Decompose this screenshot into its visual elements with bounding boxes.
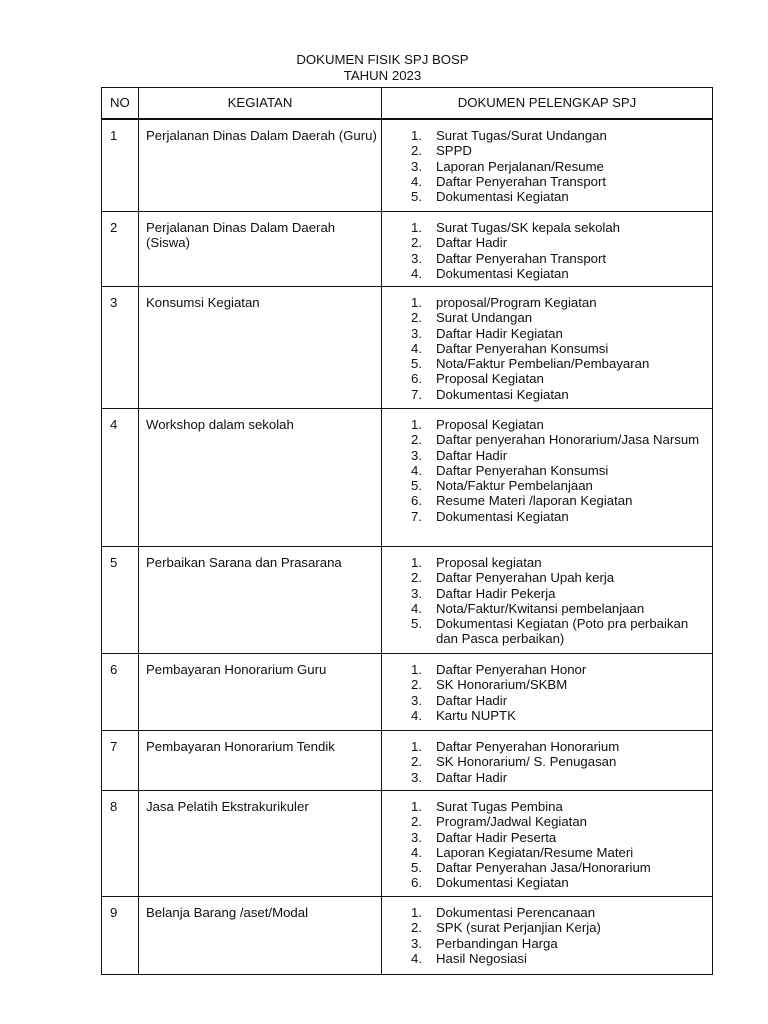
list-item-number: 4. (411, 340, 422, 356)
list-item (411, 875, 712, 890)
list-item (411, 251, 712, 266)
list-item-number: 3. (411, 935, 422, 951)
list-item-number: 4. (411, 950, 422, 966)
list-item-number: 4. (411, 707, 422, 723)
dokumen-list (382, 409, 712, 546)
dokumen-list (382, 287, 712, 408)
list-item-number: 2. (411, 570, 422, 586)
list-item (411, 266, 712, 281)
list-item-text: Dokumentasi Kegiatan (436, 875, 569, 891)
kegiatan-cell: Perbaikan Sarana dan Prasarana (139, 547, 382, 653)
spj-table (101, 87, 713, 975)
list-item (411, 770, 712, 785)
list-item (411, 570, 712, 585)
table-row (101, 408, 713, 546)
list-item (411, 448, 712, 463)
header-kegiatan: KEGIATAN (139, 88, 382, 118)
dokumen-list (382, 897, 712, 974)
dokumen-list (382, 120, 712, 211)
dokumen-list (382, 731, 712, 790)
kegiatan-cell: Belanja Barang /aset/Modal (139, 897, 382, 974)
list-item-text: Daftar Hadir Kegiatan (436, 325, 563, 341)
list-item-text: Daftar Penyerahan Transport (436, 173, 607, 189)
dokumen-list (382, 791, 712, 896)
kegiatan-cell: Perjalanan Dinas Dalam Daerah (Siswa) (139, 212, 382, 286)
list-item (411, 143, 712, 158)
list-item-text: Perbandingan Harga (436, 935, 558, 951)
table-row (101, 653, 713, 730)
list-item (411, 478, 712, 493)
list-item (411, 708, 712, 723)
list-item-text: Dokumentasi Perencanaan (436, 905, 596, 920)
list-item (411, 417, 712, 432)
list-item-number: 4. (411, 173, 422, 189)
list-item-text: Kartu NUPTK (436, 707, 516, 723)
row-number: 2 (102, 212, 139, 286)
row-number: 5 (102, 547, 139, 653)
list-item (411, 799, 712, 814)
table-header-row (101, 87, 713, 118)
list-item-text: Program/Jadwal Kegiatan (436, 814, 588, 830)
list-item-text: Daftar Penyerahan Honor (436, 662, 587, 677)
list-item-number: 7. (411, 386, 422, 402)
list-item-text: Proposal Kegiatan (436, 417, 544, 432)
table-row (101, 286, 713, 408)
list-item-text: Daftar Penyerahan Konsumsi (436, 340, 609, 356)
table-row (101, 896, 713, 975)
list-item-text: Nota/Faktur Pembelian/Pembayaran (436, 356, 650, 372)
list-item-number: 2. (411, 235, 422, 251)
list-item-text: Dokumentasi Kegiatan (Poto pra perbaikan dan Pasca perbaikan) (436, 616, 689, 647)
list-item (411, 739, 712, 754)
list-item (411, 845, 712, 860)
list-item-number: 3. (411, 250, 422, 266)
list-item (411, 814, 712, 829)
list-item-number: 3. (411, 585, 422, 601)
list-item-number: 1. (411, 739, 422, 754)
list-item-text: Proposal kegiatan (436, 555, 542, 570)
list-item (411, 371, 712, 386)
list-item-text: Dokumentasi Kegiatan (436, 386, 569, 402)
row-number: 1 (102, 120, 139, 211)
list-item-text: Daftar Penyerahan Jasa/Honorarium (436, 860, 651, 876)
list-item (411, 555, 712, 570)
list-item (411, 174, 712, 189)
row-number: 4 (102, 409, 139, 546)
list-item-text: Daftar Hadir Peserta (436, 829, 557, 845)
list-item-number: 2. (411, 432, 422, 448)
list-item-number: 6. (411, 875, 422, 891)
document-year: TAHUN 2023 (343, 68, 422, 83)
list-item-text: proposal/Program Kegiatan (436, 295, 597, 310)
list-item-text: Proposal Kegiatan (436, 371, 544, 387)
list-item (411, 936, 712, 951)
list-item (411, 356, 712, 371)
list-item-number: 1. (411, 295, 422, 310)
list-item-text: Daftar Hadir (436, 769, 508, 785)
list-item (411, 128, 712, 143)
list-item-text: Daftar Hadir (436, 692, 508, 708)
dokumen-list (382, 212, 712, 286)
table-row (101, 790, 713, 896)
list-item-text: Daftar Hadir (436, 447, 508, 463)
list-item-text: Daftar Penyerahan Upah kerja (436, 570, 615, 586)
list-item-text: Hasil Negosiasi (436, 950, 527, 966)
table-row (101, 546, 713, 653)
list-item (411, 693, 712, 708)
list-item-text: Dokumentasi Kegiatan (436, 265, 569, 281)
list-item-number: 2. (411, 143, 422, 159)
list-item-text: Daftar Penyerahan Honorarium (436, 739, 620, 754)
list-item-number: 1. (411, 905, 422, 920)
list-item-text: Resume Materi /laporan Kegiatan (436, 493, 633, 509)
list-item-text: Daftar Hadir (436, 235, 508, 251)
list-item-number: 3. (411, 829, 422, 845)
list-item-text: SPPD (436, 143, 472, 159)
list-item (411, 432, 712, 447)
list-item (411, 220, 712, 235)
list-item-number: 3. (411, 447, 422, 463)
list-item (411, 310, 712, 325)
list-item-number: 4. (411, 265, 422, 281)
list-item-text: SK Honorarium/SKBM (436, 677, 568, 693)
list-item-number: 2. (411, 310, 422, 326)
list-item (411, 189, 712, 204)
list-item (411, 754, 712, 769)
list-item-text: Daftar penyerahan Honorarium/Jasa Narsum (436, 432, 700, 448)
list-item (411, 463, 712, 478)
list-item (411, 235, 712, 250)
header-no: NO (102, 88, 139, 118)
list-item-text: Nota/Faktur/Kwitansi pembelanjaan (436, 600, 645, 616)
list-item (411, 159, 712, 174)
list-item (411, 341, 712, 356)
list-item-text: Surat Tugas/SK kepala sekolah (436, 220, 621, 235)
header-dokumen: DOKUMEN PELENGKAP SPJ (457, 95, 637, 110)
list-item-number: 4. (411, 600, 422, 616)
list-item-number: 5. (411, 616, 422, 632)
list-item-number: 3. (411, 325, 422, 341)
kegiatan-cell: Workshop dalam sekolah (139, 409, 382, 546)
list-item-number: 5. (411, 189, 422, 205)
list-item-number: 1. (411, 799, 422, 814)
list-item-number: 5. (411, 860, 422, 876)
list-item-number: 3. (411, 769, 422, 785)
list-item-text: SPK (surat Perjanjian Kerja) (436, 920, 601, 936)
kegiatan-cell: Pembayaran Honorarium Tendik (139, 731, 382, 790)
list-item (411, 601, 712, 616)
list-item-text: Daftar Penyerahan Transport (436, 250, 607, 266)
list-item-text: Surat Tugas/Surat Undangan (436, 128, 607, 143)
list-item-number: 1. (411, 417, 422, 432)
row-number: 9 (102, 897, 139, 974)
list-item-text: SK Honorarium/ S. Penugasan (436, 754, 617, 770)
list-item-text: Surat Undangan (436, 310, 533, 326)
list-item (411, 905, 712, 920)
kegiatan-cell: Perjalanan Dinas Dalam Daerah (Guru) (139, 120, 382, 211)
list-item (411, 616, 712, 647)
kegiatan-cell: Konsumsi Kegiatan (139, 287, 382, 408)
list-item-number: 1. (411, 128, 422, 143)
list-item-number: 2. (411, 677, 422, 693)
list-item-number: 6. (411, 493, 422, 509)
list-item (411, 920, 712, 935)
kegiatan-cell: Jasa Pelatih Ekstrakurikuler (139, 791, 382, 896)
list-item (411, 860, 712, 875)
table-row (101, 730, 713, 790)
list-item-text: Laporan Perjalanan/Resume (436, 158, 604, 174)
row-number: 3 (102, 287, 139, 408)
list-item (411, 509, 712, 524)
list-item-number: 6. (411, 371, 422, 387)
list-item-number: 2. (411, 814, 422, 830)
list-item (411, 387, 712, 402)
list-item-text: Nota/Faktur Pembelanjaan (436, 478, 593, 494)
list-item-number: 3. (411, 158, 422, 174)
dokumen-list (382, 547, 712, 653)
list-item (411, 493, 712, 508)
list-item-number: 1. (411, 220, 422, 235)
row-number: 8 (102, 791, 139, 896)
list-item-text: Dokumentasi Kegiatan (436, 508, 569, 524)
list-item-text: Dokumentasi Kegiatan (436, 189, 569, 205)
kegiatan-cell: Pembayaran Honorarium Guru (139, 654, 382, 730)
row-number: 6 (102, 654, 139, 730)
list-item-number: 1. (411, 662, 422, 677)
list-item-number: 7. (411, 508, 422, 524)
table-row (101, 211, 713, 286)
list-item-text: Laporan Kegiatan/Resume Materi (436, 844, 634, 860)
list-item (411, 830, 712, 845)
list-item-text: Daftar Hadir Pekerja (436, 585, 556, 601)
list-item (411, 677, 712, 692)
row-number: 7 (102, 731, 139, 790)
list-item-number: 5. (411, 478, 422, 494)
list-item-number: 4. (411, 462, 422, 478)
list-item-text: Daftar Penyerahan Konsumsi (436, 462, 609, 478)
list-item-number: 1. (411, 555, 422, 570)
list-item-number: 5. (411, 356, 422, 372)
list-item-number: 2. (411, 754, 422, 770)
list-item-number: 2. (411, 920, 422, 936)
list-item-number: 4. (411, 844, 422, 860)
list-item (411, 295, 712, 310)
list-item-text: Surat Tugas Pembina (436, 799, 563, 814)
dokumen-list (382, 654, 712, 730)
list-item (411, 586, 712, 601)
document-title: DOKUMEN FISIK SPJ BOSP (296, 52, 469, 67)
table-row (101, 118, 713, 211)
list-item (411, 662, 712, 677)
list-item-number: 3. (411, 692, 422, 708)
list-item (411, 326, 712, 341)
list-item (411, 951, 712, 966)
